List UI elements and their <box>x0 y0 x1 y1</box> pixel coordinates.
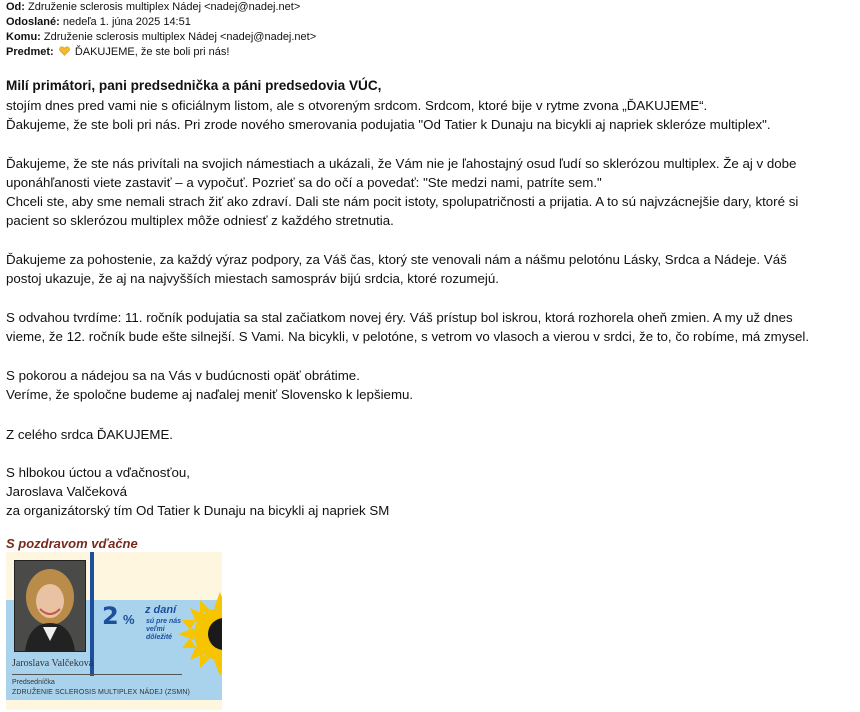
signature-title: S pozdravom vďačne <box>6 536 138 551</box>
body-line: Z celého srdca ĎAKUJEME. <box>6 427 174 442</box>
tax-text-2: veľmi <box>146 626 165 633</box>
avatar <box>14 560 86 652</box>
sender-name: Jaroslava Valčeková <box>6 484 127 499</box>
to-row <box>6 30 316 45</box>
body-line: vieme, že 12. ročník bude ešte silnejší. S Vami. Na bicykli, v pelotóne, s vetrom vo vlasoch a vierou v srdci, že to, čo robíme, má zmysel. <box>6 329 810 344</box>
body-line: Ďakujeme, že ste nás privítali na svojich námestiach a ukázali, že Vám nie je ľahostajný osud ľudí so sklerózou multiplex. Že aj v dobe <box>6 156 797 171</box>
sunflower-icon <box>176 588 222 678</box>
to-label: Komu: <box>6 31 41 43</box>
subject-row <box>6 45 229 60</box>
body-line: postoj ukazuje, že aj na najvyšších miestach samospráv bijú srdcia, ktoré rozumejú. <box>6 271 499 286</box>
sender-team: za organizátorský tím Od Tatier k Dunaju na bicykli aj napriek SM <box>6 503 390 518</box>
greeting: Milí primátori, pani predsednička a páni predsedovia VÚC, <box>6 78 382 93</box>
body-line: S pokorou a nádejou sa na Vás v budúcnosti opäť obrátime. <box>6 368 360 383</box>
from-label: Od: <box>6 1 25 13</box>
body-line: pacient so sklerózou multiplex môže odniesť z každého stretnutia. <box>6 213 394 228</box>
body-line: Chceli ste, aby sme nemali strach žiť ako zdraví. Dali ste nám pocit istoty, spolupatričnosti a prijatia. A to sú najvzácnejšie dary, ktoré si <box>6 194 799 209</box>
card-name: Jaroslava Valčeková <box>12 658 94 669</box>
subject-value: ĎAKUJEME, že ste boli pri nás! <box>74 46 230 58</box>
body-line: Ďakujeme za pohostenie, za každý výraz podpory, za Váš čas, ktorý ste venovali nám a nášmu pelotónu Lásky, Srdca a Nádeje. Váš <box>6 252 787 267</box>
sent-value: nedeľa 1. júna 2025 14:51 <box>62 16 191 28</box>
card-divider <box>12 674 182 675</box>
closing-line: S hlbokou úctou a vďačnosťou, <box>6 465 190 480</box>
body-line: uponáhľanosti viete zastaviť – a vypočuť. Pozrieť sa do očí a povedať: "Ste medzi nami, patríte sem." <box>6 175 602 190</box>
from-row <box>6 0 300 15</box>
card-org: ZDRUŽENIE SCLEROSIS MULTIPLEX NÁDEJ (ZSMN) <box>12 689 190 696</box>
sent-label: Odoslané: <box>6 16 60 28</box>
from-value[interactable]: Združenie sclerosis multiplex Nádej <nadej@nadej.net> <box>28 1 301 13</box>
tax-text-1: sú pre nás <box>146 618 182 625</box>
card-role: Predsedníčka <box>12 679 55 686</box>
signature-card <box>6 552 222 710</box>
body-line: S odvahou tvrdíme: 11. ročník podujatia sa stal začiatkom novej éry. Váš prístup bol iskrou, ktorá rozhorela oheň zmien. A my už dnes <box>6 310 793 325</box>
body-line: Veríme, že spoločne budeme aj naďalej meniť Slovensko k lepšiemu. <box>6 387 414 402</box>
tax-percent-sign: % <box>123 612 135 627</box>
body-line: Ďakujeme, že ste boli pri nás. Pri zrode nového smerovania podujatia "Od Tatier k Dunaju na bicykli aj napriek skleróze multiplex". <box>6 117 771 132</box>
tax-label: z daní <box>145 604 177 616</box>
subject-label: Predmet: <box>6 46 54 58</box>
portrait-image <box>15 561 85 651</box>
sent-row <box>6 15 191 30</box>
tax-percent: 2 <box>102 602 119 630</box>
body-line: stojím dnes pred vami nie s oficiálnym listom, ale s otvoreným srdcom. Srdcom, ktoré bije v rytme zvona „ĎAKUJEME“. <box>6 98 708 113</box>
yellow-heart-icon <box>59 46 70 56</box>
tax-text-3: dôležité <box>146 634 173 641</box>
to-value[interactable]: Združenie sclerosis multiplex Nádej <nadej@nadej.net> <box>43 31 317 43</box>
